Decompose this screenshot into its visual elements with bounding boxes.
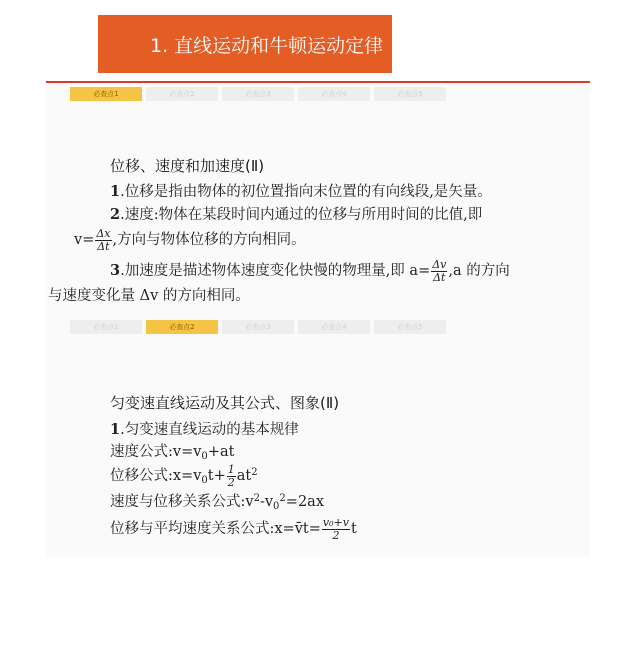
paragraph-velocity: [110, 205, 482, 225]
tab-check-point-3[interactable]: 必查点3: [222, 87, 294, 101]
paragraph-acceleration: [110, 259, 510, 283]
formula-text: =2ax: [285, 494, 324, 510]
paragraph-text: ,a 的方向: [448, 263, 510, 280]
formula-text: at: [236, 468, 252, 485]
fraction-dv-dt: [431, 259, 447, 283]
fraction-numerator: 1: [227, 463, 235, 476]
formula-list-intro: [110, 420, 299, 440]
formula-lead: v=: [74, 232, 95, 249]
fraction-denominator: Δt: [97, 239, 110, 253]
superscript: 2: [251, 467, 258, 479]
formula-text: t+: [207, 468, 226, 485]
tab-check-point-5[interactable]: 必查点5: [374, 320, 446, 334]
fraction-denominator: Δt: [433, 270, 446, 284]
fraction-denominator: 2: [332, 528, 340, 542]
tab-check-point-4[interactable]: 必查点4: [298, 320, 370, 334]
formula-text: 位移与平均速度关系公式:x=: [110, 521, 295, 538]
slide2-heading: 匀变速直线运动及其公式、图象(Ⅱ): [110, 394, 340, 412]
tab-check-point-5[interactable]: 必查点5: [374, 87, 446, 101]
item-number: 1: [110, 183, 121, 200]
paragraph-text: .速度:物体在某段时间内通过的位移与所用时间的比值,即: [120, 207, 483, 223]
fraction-one-half: [227, 464, 236, 488]
page-title: 1. 直线运动和牛顿运动定律: [150, 34, 384, 57]
formula-text: 速度公式:v=v: [110, 444, 202, 460]
formula-text: -v: [259, 494, 274, 510]
formula-text: t=: [302, 521, 321, 538]
tab-check-point-4[interactable]: 必查点4: [298, 87, 370, 101]
tab-check-point-3[interactable]: 必查点3: [222, 320, 294, 334]
formula-velocity-displacement: [110, 492, 324, 514]
formula-text: t: [350, 521, 357, 538]
formula-velocity: [110, 442, 234, 464]
formula-text: 速度与位移关系公式:v: [110, 494, 254, 510]
tab-check-point-1[interactable]: 必查点1: [70, 87, 142, 101]
superscript: 2: [279, 493, 286, 504]
average-velocity-symbol: v̄: [294, 521, 303, 538]
fraction-v0-plus-v: [322, 517, 350, 541]
paragraph-text: .位移是指由物体的初位置指向末位置的有向线段,是矢量。: [120, 184, 492, 200]
slide-displacement-velocity: [46, 81, 590, 319]
paragraph-acceleration-cont: 与速度变化量 Δv 的方向相同。: [48, 288, 250, 304]
fraction-numerator: v₀+v: [322, 516, 349, 529]
slide-uniform-acceleration: [46, 317, 590, 557]
fraction-denominator: 2: [227, 475, 235, 489]
tab-check-point-1[interactable]: 必查点1: [70, 320, 142, 334]
fraction-numerator: Δv: [432, 258, 447, 271]
item-number: 1: [110, 421, 121, 438]
slide1-tabs: [70, 87, 446, 101]
tab-check-point-2[interactable]: 必查点2: [146, 87, 218, 101]
tab-check-point-2[interactable]: 必查点2: [146, 320, 218, 334]
fraction-dx-dt: [95, 228, 111, 252]
subscript: 0: [273, 501, 280, 512]
superscript: 2: [253, 493, 260, 504]
paragraph-text: ,方向与物体位移的方向相同。: [112, 232, 306, 249]
slide2-tabs: [70, 320, 446, 334]
slide1-heading: 位移、速度和加速度(Ⅱ): [110, 157, 265, 175]
paragraph-text: .匀变速直线运动的基本规律: [120, 422, 299, 438]
item-number: 3: [110, 262, 121, 280]
formula-text: 位移公式:x=v: [110, 468, 202, 485]
subscript: 0: [201, 475, 208, 487]
paragraph-text: .加速度是描述物体速度变化快慢的物理量,即 a=: [120, 263, 431, 280]
formula-text: +at: [207, 444, 235, 460]
subscript: 0: [201, 451, 208, 462]
title-banner: [98, 15, 392, 73]
formula-displacement: [110, 464, 258, 488]
paragraph-velocity-formula: [74, 228, 306, 252]
item-number: 2: [110, 206, 121, 223]
paragraph-displacement: [110, 182, 492, 202]
formula-average-velocity: [110, 517, 357, 541]
fraction-numerator: Δx: [96, 227, 111, 240]
